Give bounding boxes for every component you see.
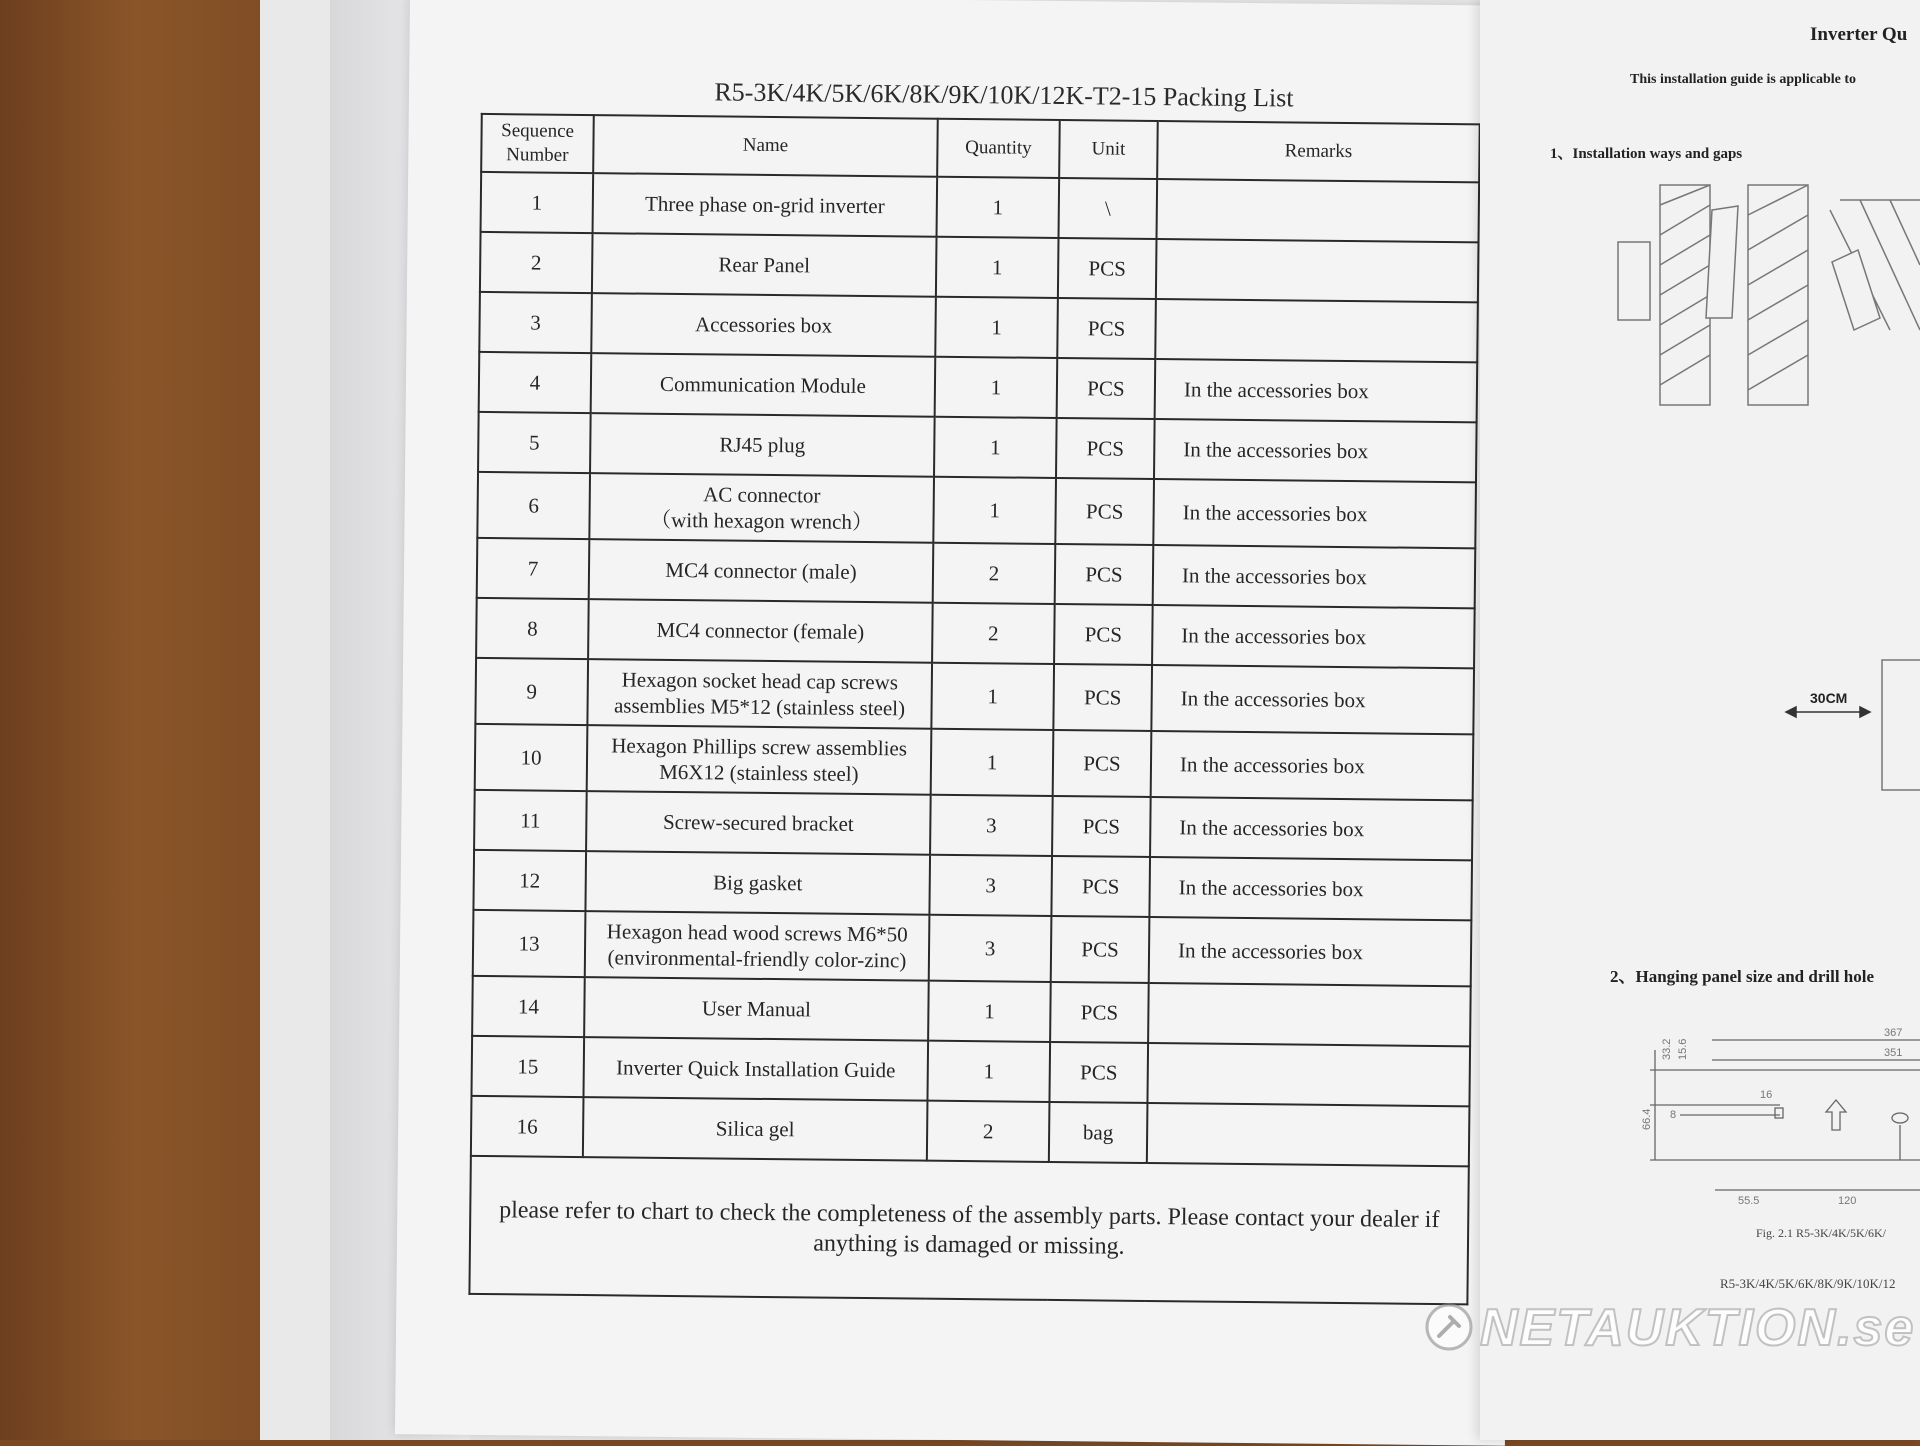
- dim-label-367: 367: [1884, 1027, 1903, 1039]
- cell-unit: PCS: [1058, 238, 1157, 299]
- cell-quantity: 2: [927, 1101, 1050, 1162]
- cell-name-line1: Hexagon socket head cap screws: [621, 667, 899, 695]
- cell-name: [584, 977, 929, 1041]
- cell-sequence: 15: [471, 1036, 584, 1097]
- cell-quantity: 1: [933, 477, 1056, 544]
- cell-quantity: 2: [933, 543, 1056, 604]
- table-row: [479, 292, 1478, 362]
- guide-section-hanging-panel: 2、Hanging panel size and drill hole: [1610, 967, 1875, 986]
- cell-sequence: 9: [475, 658, 588, 725]
- header-sequence-number: [481, 114, 594, 173]
- cell-sequence: 16: [471, 1096, 584, 1157]
- cell-name: [593, 173, 938, 237]
- cell-remarks: In the accessories box: [1149, 917, 1472, 986]
- cell-quantity: 3: [929, 855, 1052, 916]
- dim-label-55-5: 55.5: [1738, 1195, 1760, 1207]
- cell-name-line2: assemblies M5*12 (stainless steel): [613, 693, 906, 721]
- watermark-logo-icon: [1424, 1302, 1474, 1352]
- cell-sequence: 11: [474, 790, 587, 851]
- completeness-note: please refer to chart to check the completeness of the assembly parts. Please contact your dealer if anything is damaged or missing.: [469, 1156, 1468, 1304]
- cell-name-line1: Communication Module: [659, 371, 867, 398]
- table-row: [477, 472, 1476, 548]
- table-row: [474, 790, 1473, 860]
- cell-quantity: 3: [929, 915, 1052, 982]
- dim-label-8: 8: [1670, 1109, 1677, 1121]
- header-quantity: Quantity: [937, 119, 1060, 178]
- quick-installation-guide-sheet: [1480, 0, 1920, 1440]
- table-row: [473, 850, 1472, 920]
- cell-sequence: 14: [472, 976, 585, 1037]
- dim-label-16: 16: [1760, 1089, 1773, 1101]
- table-row: [480, 232, 1479, 302]
- cell-remarks: In the accessories box: [1151, 731, 1474, 800]
- cell-name: [591, 293, 936, 357]
- cell-name-line1: Accessories box: [694, 312, 833, 338]
- wall-mount-diagram-tilted-forward: [1830, 200, 1920, 330]
- cell-remarks: [1157, 179, 1480, 242]
- cell-quantity: 1: [935, 357, 1058, 418]
- cell-remarks: In the accessories box: [1153, 479, 1476, 548]
- cell-name-line1: Three phase on-grid inverter: [644, 191, 885, 219]
- cell-name: [587, 659, 932, 729]
- cell-name-line2: （with hexagon wrench）: [650, 507, 874, 535]
- cell-unit: PCS: [1055, 478, 1154, 545]
- cell-remarks: In the accessories box: [1150, 797, 1473, 860]
- cell-quantity: 1: [936, 237, 1059, 298]
- table-row: [475, 724, 1474, 800]
- wall-mount-diagram-vertical: [1618, 185, 1710, 405]
- cell-remarks: [1147, 1103, 1470, 1166]
- cell-name: [586, 791, 931, 855]
- cell-name-line1: Hexagon Phillips screw assemblies: [611, 733, 908, 761]
- cell-name: [591, 353, 936, 417]
- wall-mount-diagram-tilted-back: [1706, 185, 1808, 405]
- cell-unit: PCS: [1051, 916, 1150, 983]
- header-seq-line2: Number: [506, 144, 569, 166]
- cell-remarks: In the accessories box: [1153, 545, 1476, 608]
- cell-name-line1: Inverter Quick Installation Guide: [616, 1055, 896, 1083]
- table-row: [477, 538, 1476, 608]
- cell-unit: PCS: [1057, 298, 1156, 359]
- gap-arrow-30cm: [1786, 660, 1920, 790]
- cell-name: [587, 725, 932, 795]
- cell-quantity: 1: [931, 729, 1054, 796]
- cell-unit: PCS: [1051, 856, 1150, 917]
- table-footer-row: [469, 1156, 1468, 1304]
- dim-label-120: 120: [1838, 1195, 1857, 1207]
- installation-diagrams: [1480, 0, 1920, 1440]
- cell-name-line1: Big gasket: [712, 870, 803, 896]
- cell-remarks: [1155, 299, 1478, 362]
- cell-unit: PCS: [1055, 544, 1154, 605]
- table-row: [478, 412, 1477, 482]
- cell-quantity: 1: [928, 981, 1051, 1042]
- cell-unit: PCS: [1050, 982, 1149, 1043]
- cell-quantity: 1: [937, 177, 1060, 238]
- cell-sequence: 4: [479, 352, 592, 413]
- cell-remarks: In the accessories box: [1151, 665, 1474, 734]
- dim-label-15-6: 15.6: [1677, 1038, 1689, 1060]
- dim-label-66-4: 66.4: [1641, 1108, 1653, 1130]
- cell-remarks: [1147, 1043, 1470, 1106]
- cell-sequence: 2: [480, 232, 593, 293]
- cell-name-line2: M6X12 (stainless steel): [659, 759, 859, 786]
- cell-sequence: 3: [479, 292, 592, 353]
- packing-list-table: [468, 113, 1480, 1305]
- table-row: [479, 352, 1478, 422]
- cell-name: [589, 539, 934, 603]
- watermark-text: NETAUKTION.se: [1480, 1299, 1916, 1357]
- packing-list-sheet: [395, 0, 1520, 1446]
- cell-name-line1: User Manual: [701, 996, 812, 1022]
- dimension-labels: [1641, 1027, 1902, 1207]
- header-name: Name: [593, 115, 938, 177]
- cell-quantity: 3: [930, 795, 1053, 856]
- cell-name-line1: MC4 connector (male): [665, 557, 857, 584]
- cell-unit: \: [1059, 178, 1158, 239]
- dim-label-351: 351: [1884, 1047, 1903, 1059]
- table-row: [471, 1096, 1470, 1166]
- cell-sequence: 13: [473, 910, 586, 977]
- cell-name-line1: Silica gel: [715, 1116, 795, 1142]
- cell-unit: PCS: [1057, 358, 1156, 419]
- header-remarks: Remarks: [1157, 121, 1480, 182]
- cell-quantity: 1: [927, 1041, 1050, 1102]
- hanging-panel-drawing: [1650, 1040, 1920, 1190]
- header-seq-line1: Sequence: [501, 120, 575, 143]
- table-row: [471, 1036, 1470, 1106]
- table-row: [475, 658, 1474, 734]
- table-row: [472, 976, 1471, 1046]
- cell-sequence: 12: [473, 850, 586, 911]
- cell-quantity: 2: [932, 603, 1055, 664]
- figure-caption: Fig. 2.1 R5-3K/4K/5K/6K/: [1756, 1226, 1887, 1240]
- cell-sequence: 1: [481, 172, 594, 233]
- cell-name: [583, 1097, 928, 1161]
- table-body: [471, 172, 1479, 1166]
- guide-section-installation-ways: 1、Installation ways and gaps: [1550, 146, 1743, 162]
- table-row: [481, 172, 1480, 242]
- cell-sequence: 7: [477, 538, 590, 599]
- model-line: R5-3K/4K/5K/6K/8K/9K/10K/12: [1720, 1276, 1896, 1291]
- packing-list-title: R5-3K/4K/5K/6K/8K/9K/10K/12K-T2-15 Packing List: [714, 77, 1294, 113]
- cell-name: [592, 233, 937, 297]
- cell-unit: PCS: [1052, 796, 1151, 857]
- cell-quantity: 1: [931, 663, 1054, 730]
- cell-name: [585, 911, 930, 981]
- cell-unit: PCS: [1053, 730, 1152, 797]
- cell-unit: bag: [1049, 1102, 1148, 1163]
- cell-name-line1: Rear Panel: [718, 252, 811, 278]
- cell-name-line1: MC4 connector (female): [656, 617, 865, 644]
- cell-name: [588, 599, 933, 663]
- cell-remarks: [1156, 239, 1479, 302]
- cell-name: [585, 851, 930, 915]
- cell-name: [583, 1037, 928, 1101]
- cell-remarks: In the accessories box: [1154, 419, 1477, 482]
- cell-quantity: 1: [934, 417, 1057, 478]
- guide-subtitle: This installation guide is applicable to: [1630, 72, 1856, 87]
- cell-remarks: In the accessories box: [1149, 857, 1472, 920]
- cell-remarks: In the accessories box: [1152, 605, 1475, 668]
- cell-name-line1: Hexagon head wood screws M6*50: [606, 919, 908, 947]
- cell-quantity: 1: [935, 297, 1058, 358]
- cell-remarks: [1148, 983, 1471, 1046]
- cell-remarks: In the accessories box: [1155, 359, 1478, 422]
- guide-title: Inverter Qu: [1810, 24, 1908, 45]
- cell-sequence: 6: [477, 472, 590, 539]
- cell-unit: PCS: [1056, 418, 1155, 479]
- cell-name: [590, 413, 935, 477]
- cell-unit: PCS: [1053, 664, 1152, 731]
- cell-sequence: 10: [475, 724, 588, 791]
- table-row: [473, 910, 1472, 986]
- cell-name-line1: Screw-secured bracket: [662, 809, 854, 836]
- dim-label-33-2: 33.2: [1661, 1038, 1673, 1060]
- table-row: [476, 598, 1475, 668]
- cell-sequence: 8: [476, 598, 589, 659]
- cell-name-line1: AC connector: [703, 482, 821, 508]
- table-header-row: [481, 114, 1480, 182]
- cell-name-line2: (environmental-friendly color-zinc): [607, 945, 907, 973]
- cell-sequence: 5: [478, 412, 591, 473]
- cell-unit: PCS: [1054, 604, 1153, 665]
- gap-distance-label: 30CM: [1810, 690, 1848, 706]
- cell-name-line1: RJ45 plug: [719, 432, 806, 458]
- cell-name: [589, 473, 934, 543]
- header-unit: Unit: [1059, 120, 1158, 179]
- cell-unit: PCS: [1049, 1042, 1148, 1103]
